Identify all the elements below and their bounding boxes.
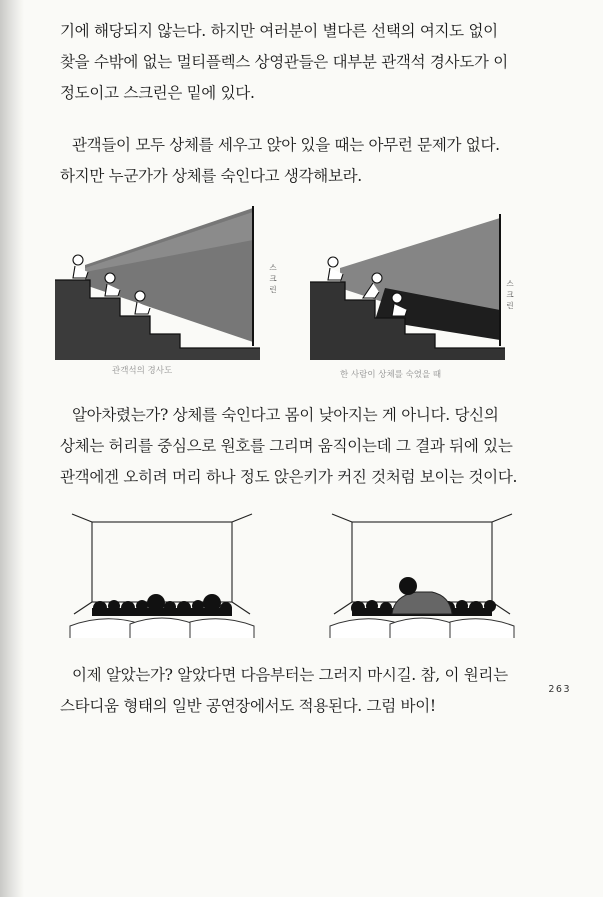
text-line: 기에 해당되지 않는다. 하지만 여러분이 별다른 선택의 여지도 없이 [60, 22, 498, 40]
person-head [105, 273, 115, 283]
screen-label-char: 스 [506, 279, 514, 288]
text-line: 이제 알았는가? 알았다면 다음부터는 그러지 마시길. 참, 이 원리는 [72, 666, 508, 684]
figure-audience-upright [62, 510, 262, 645]
text-line: 관객에겐 오히려 머리 하나 정도 앉은키가 커진 것처럼 보이는 것이다. [60, 468, 518, 486]
text-line: 하지만 누군가가 상체를 숙인다고 생각해보라. [60, 167, 362, 185]
page-number: 263 [548, 684, 571, 695]
person-head [135, 291, 145, 301]
paragraph-4 [60, 660, 530, 722]
figure-caption-left: 관객석의 경사도 [112, 366, 173, 376]
leaning-person-head [399, 577, 417, 595]
paragraph-1 [60, 16, 530, 109]
screen-label-char: 린 [269, 285, 277, 294]
screen-label-char: 크 [506, 290, 514, 299]
text-line: 상체는 허리를 중심으로 원호를 그리며 움직이는데 그 결과 뒤에 있는 [60, 437, 513, 455]
figure-caption-right: 한 사람이 상체를 숙였을 때 [340, 370, 442, 380]
seat-backs [70, 618, 254, 638]
figure-audience-leaning [322, 510, 522, 645]
text-line: 알아차렸는가? 상체를 숙인다고 몸이 낮아지는 게 아니다. 당신의 [72, 406, 499, 424]
figure-slope-upright [50, 200, 260, 360]
seat-backs [330, 618, 514, 638]
person-head [328, 257, 338, 267]
figure-slope-leaning [305, 200, 505, 360]
screen-frame [352, 522, 492, 602]
leaning-person-head [372, 273, 382, 283]
person-head [73, 255, 83, 265]
text-line: 찾을 수밖에 없는 멀티플렉스 상영관들은 대부분 관객석 경사도가 이 [60, 53, 508, 71]
audience-heads [92, 594, 232, 616]
screen-label-left [268, 262, 278, 295]
text-line: 정도이고 스크린은 밑에 있다. [60, 84, 255, 102]
screen-label-char: 스 [269, 263, 277, 272]
text-line: 관객들이 모두 상체를 세우고 앉아 있을 때는 아무런 문제가 없다. [72, 136, 500, 154]
person-head [392, 293, 402, 303]
book-gutter-shadow [0, 0, 24, 897]
screen-frame [92, 522, 232, 602]
paragraph-2 [60, 130, 530, 192]
screen-label-right [505, 278, 515, 311]
screen-label-char: 린 [506, 301, 514, 310]
leaning-person-shoulders [392, 592, 452, 614]
screen-label-char: 크 [269, 274, 277, 283]
paragraph-3 [60, 400, 530, 493]
text-line: 스타디움 형태의 일반 공연장에서도 적용된다. 그럼 바이! [60, 697, 436, 715]
